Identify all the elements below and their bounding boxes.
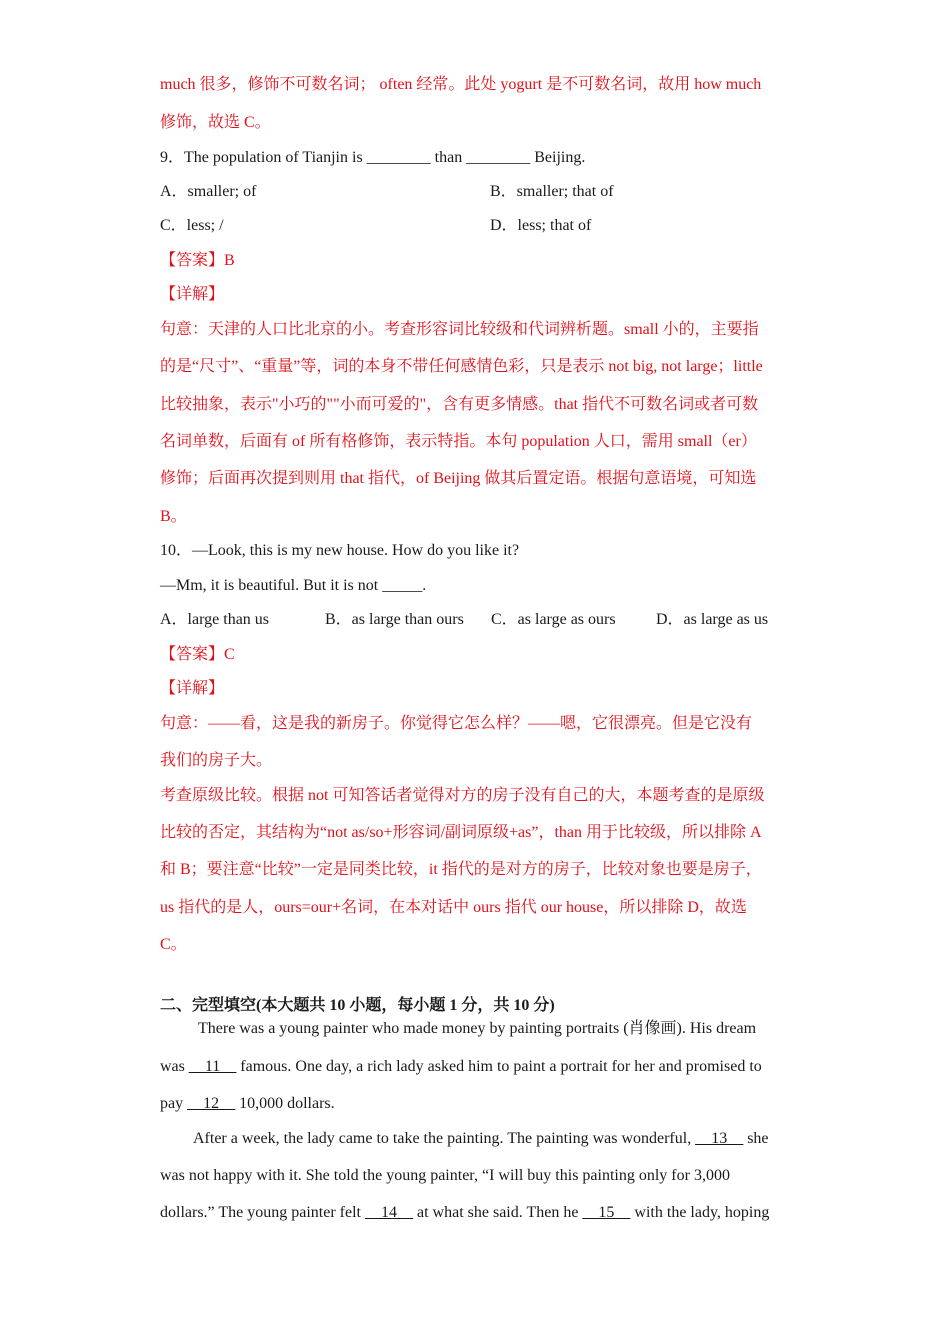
q10-explanation-line: 句意：——看，这是我的新房子。你觉得它怎么样？——嗯，它很漂亮。但是它没有 [160, 715, 753, 732]
q10-explanation-line: 和 B；要注意“比较”一定是同类比较，it 指代的是对方的房子，比较对象也要是房子， [160, 861, 762, 878]
q10-explanation-line: us 指代的是人，ours=our+名词，在本对话中 ours 指代 our house，所以排除 D，故选 [160, 899, 747, 916]
blank-11: __11__ [188, 1058, 237, 1075]
q9-explanation-line: 的是“尺寸”、“重量”等，词的本身不带任何感情色彩，只是表示 not big, not large；little [160, 358, 763, 375]
passage-text: at what she said. Then he [412, 1204, 583, 1221]
q10-stem: 10．—Look, this is my new house. How do you like it? [160, 542, 520, 559]
passage-text: she [743, 1130, 769, 1147]
q10-answer: 【答案】C [160, 646, 235, 663]
q9-option-c: C．less; / [160, 217, 224, 234]
q9-explanation-line: 句意：天津的人口比北京的小。考查形容词比较级和代词辨析题。small 小的，主要指 [160, 321, 759, 338]
passage-text: 10,000 dollars. [235, 1095, 335, 1112]
q9-explanation-line: 修饰；后面再次提到则用 that 指代，of Beijing 做其后置定语。根据句意语境，可知选 [160, 470, 757, 487]
passage-text: dollars.” The young painter felt [160, 1204, 365, 1221]
q9-answer: 【答案】B [160, 252, 235, 269]
q9-explanation-line: 名词单数，后面有 of 所有格修饰，表示特指。本句 population 人口，需用 small（er） [160, 433, 757, 450]
q9-option-d: D．less; that of [490, 217, 592, 234]
passage-line [160, 1094, 800, 1114]
blank-14: __14__ [364, 1204, 413, 1221]
q9-option-a: A．smaller; of [160, 183, 257, 200]
section-heading: 二、完型填空(本大题共 10 小题，每小题 1 分，共 10 分) [160, 997, 555, 1014]
q10-option-c: C．as large as ours [491, 611, 616, 628]
passage-text: After a week, the lady came to take the painting. The painting was wonderful, [193, 1130, 696, 1147]
passage-line [160, 1166, 800, 1186]
passage-line [198, 1019, 838, 1039]
blank-15: __15__ [582, 1204, 631, 1221]
q9-option-b: B．smaller; that of [490, 183, 614, 200]
passage-line [193, 1129, 833, 1149]
q10-option-d: D．as large as us [656, 611, 769, 628]
q8-explanation-line: much 很多，修饰不可数名词； often 经常。此处 yogurt 是不可数名词，故用 how much [160, 76, 762, 93]
q10-explanation-line: 考查原级比较。根据 not 可知答话者觉得对方的房子没有自己的大，本题考查的是原级 [160, 787, 765, 804]
passage-text: was not happy with it. She told the young painter, “I will buy this painting only for 3,000 [160, 1167, 730, 1184]
q10-stem: —Mm, it is beautiful. But it is not _____. [160, 577, 427, 594]
q10-detail-label: 【详解】 [160, 680, 225, 697]
passage-text: with the lady, hoping [630, 1204, 770, 1221]
passage-line [160, 1203, 800, 1223]
q10-option-b: B．as large than ours [325, 611, 464, 628]
q10-explanation-line: 比较的否定，其结构为“not as/so+形容词/副词原级+as”，than 用于比较级，所以排除 A [160, 824, 762, 841]
passage-text: famous. One day, a rich lady asked him to paint a portrait for her and promised to [236, 1058, 762, 1075]
passage-text: pay [160, 1095, 188, 1112]
blank-12: __12__ [187, 1095, 236, 1112]
q9-explanation-line: 比较抽象，表示"小巧的""小而可爱的"，含有更多情感。that 指代不可数名词或者可数 [160, 396, 759, 413]
q10-explanation-line: C。 [160, 936, 187, 953]
q9-stem: 9．The population of Tianjin is ________ than ________ Beijing. [160, 149, 586, 166]
passage-text: There was a young painter who made money by painting portraits (肖像画). His dream [198, 1020, 757, 1037]
blank-13: __13__ [695, 1130, 744, 1147]
q10-explanation-line: 我们的房子大。 [160, 752, 273, 769]
q10-option-a: A．large than us [160, 611, 270, 628]
q9-detail-label: 【详解】 [160, 286, 225, 303]
passage-text: was [160, 1058, 189, 1075]
q8-explanation-line: 修饰，故选 C。 [160, 114, 271, 131]
passage-line [160, 1057, 800, 1077]
q9-explanation-line: B。 [160, 508, 187, 525]
